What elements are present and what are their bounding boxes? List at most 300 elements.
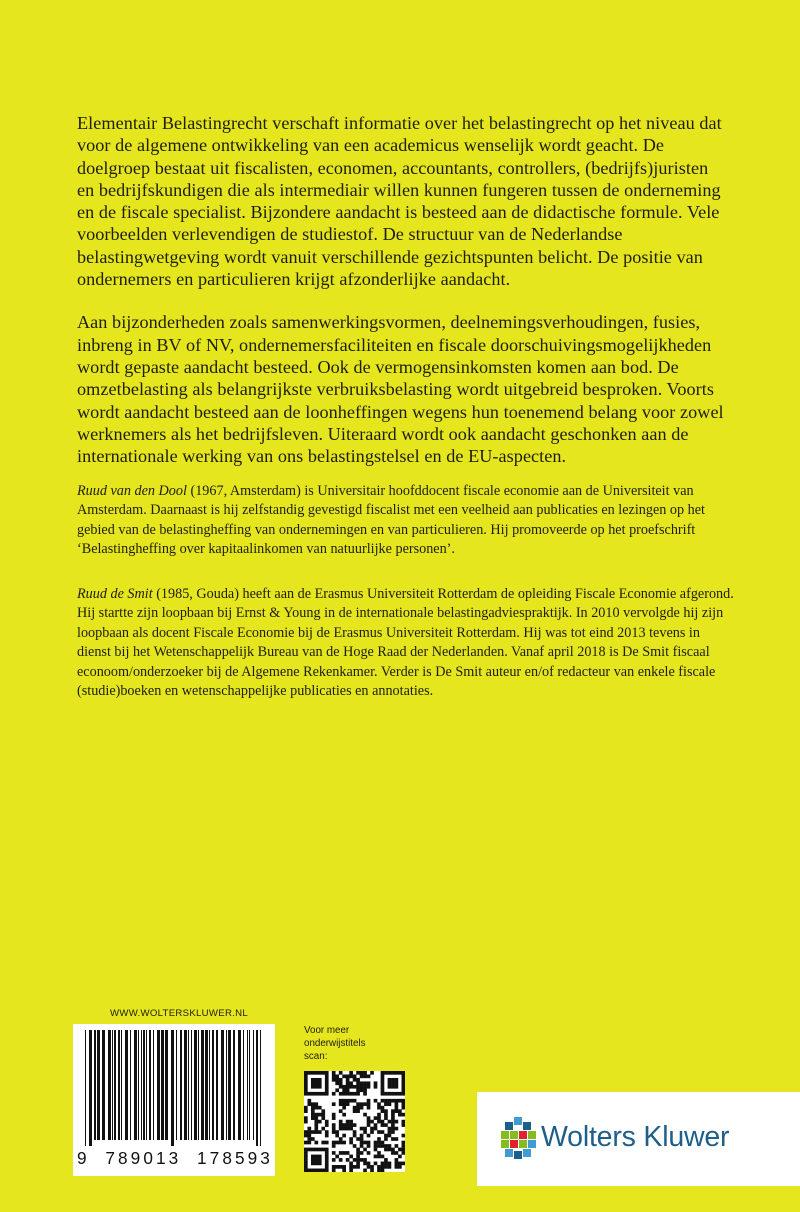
qr-module [398, 1155, 402, 1159]
qr-module [353, 1085, 357, 1089]
barcode-bar [243, 1030, 244, 1140]
qr-module [339, 1085, 343, 1089]
qr-module [395, 1106, 399, 1110]
qr-module [395, 1092, 399, 1096]
qr-module [388, 1120, 392, 1124]
qr-module [377, 1165, 381, 1169]
barcode-bar [134, 1030, 137, 1140]
barcode-bar [221, 1030, 224, 1140]
qr-module [332, 1144, 336, 1148]
qr-module [402, 1102, 405, 1106]
qr-module [402, 1144, 405, 1148]
qr-module [381, 1078, 385, 1082]
qr-module [318, 1081, 322, 1085]
qr-module [304, 1109, 308, 1113]
qr-module [370, 1130, 374, 1134]
qr-code[interactable] [304, 1071, 405, 1172]
qr-module [321, 1092, 325, 1096]
qr-module [381, 1169, 385, 1172]
qr-module [363, 1088, 367, 1092]
qr-module [398, 1113, 402, 1117]
qr-module [346, 1151, 350, 1155]
barcode-bar [205, 1030, 208, 1140]
qr-module [381, 1099, 385, 1103]
qr-module [304, 1085, 308, 1089]
qr-module [402, 1099, 405, 1103]
qr-module [391, 1099, 395, 1103]
qr-module [384, 1144, 388, 1148]
qr-module [402, 1151, 405, 1155]
qr-module [388, 1099, 392, 1103]
qr-module [395, 1151, 399, 1155]
qr-module [374, 1085, 378, 1089]
qr-module [304, 1074, 308, 1078]
qr-module [356, 1151, 360, 1155]
qr-module [311, 1071, 315, 1075]
qr-module [332, 1078, 336, 1082]
qr-module [384, 1071, 388, 1075]
barcode-bar [260, 1030, 261, 1146]
qr-module [311, 1113, 315, 1117]
qr-module [335, 1074, 339, 1078]
qr-module [356, 1148, 360, 1152]
qr-module [332, 1141, 336, 1145]
qr-module [304, 1071, 308, 1075]
qr-module [332, 1092, 336, 1096]
qr-module [384, 1148, 388, 1152]
qr-module [304, 1169, 308, 1172]
qr-module [381, 1074, 385, 1078]
qr-module [395, 1144, 399, 1148]
barcode-bar [180, 1030, 182, 1140]
qr-module [325, 1130, 329, 1134]
qr-module [388, 1102, 392, 1106]
qr-module [367, 1141, 371, 1145]
qr-module [325, 1162, 329, 1166]
qr-module [398, 1071, 402, 1075]
qr-module [395, 1120, 399, 1124]
qr-module [325, 1074, 329, 1078]
qr-module [395, 1127, 399, 1131]
qr-module [381, 1106, 385, 1110]
qr-module [402, 1092, 405, 1096]
barcode-bar [141, 1030, 142, 1140]
qr-module [325, 1158, 329, 1162]
qr-module [339, 1109, 343, 1113]
qr-module [318, 1078, 322, 1082]
qr-module [304, 1165, 308, 1169]
author-name: Ruud de Smit [77, 586, 153, 602]
qr-module [339, 1092, 343, 1096]
qr-module [377, 1144, 381, 1148]
qr-module [314, 1106, 318, 1110]
qr-module [325, 1151, 329, 1155]
qr-module [335, 1130, 339, 1134]
qr-module [388, 1081, 392, 1085]
barcode-bar [249, 1030, 250, 1140]
author-name: Ruud van den Dool [77, 483, 187, 499]
qr-module [353, 1074, 357, 1078]
qr-module [339, 1127, 343, 1131]
barcode-bar [153, 1030, 154, 1140]
qr-module [360, 1134, 364, 1138]
qr-module [360, 1137, 364, 1141]
qr-module [402, 1123, 405, 1127]
qr-module [381, 1120, 385, 1124]
logo-wordmark: Wolters Kluwer [541, 1121, 730, 1153]
publisher-logo [477, 1092, 800, 1186]
qr-module [374, 1141, 378, 1145]
qr-module [339, 1071, 343, 1075]
qr-module [325, 1081, 329, 1085]
qr-module [402, 1134, 405, 1138]
qr-module [349, 1120, 353, 1124]
qr-module [391, 1123, 395, 1127]
qr-module [335, 1078, 339, 1082]
qr-module [342, 1127, 346, 1131]
qr-module [339, 1137, 343, 1141]
qr-module [374, 1099, 378, 1103]
qr-module [304, 1141, 308, 1145]
barcode-bar [138, 1030, 139, 1140]
qr-module [318, 1130, 322, 1134]
qr-module [325, 1092, 329, 1096]
qr-module [332, 1074, 336, 1078]
barcode-bar [191, 1030, 192, 1140]
qr-module [353, 1106, 357, 1110]
qr-module [314, 1123, 318, 1127]
qr-module [395, 1078, 399, 1082]
qr-module [335, 1081, 339, 1085]
barcode-bar [146, 1030, 147, 1140]
barcode-bar [226, 1030, 227, 1140]
barcode-bar [121, 1030, 122, 1140]
qr-module [356, 1078, 360, 1082]
qr-module [321, 1109, 325, 1113]
barcode-bar [94, 1030, 96, 1140]
qr-module [325, 1071, 329, 1075]
qr-module [395, 1102, 399, 1106]
qr-module [356, 1071, 360, 1075]
qr-module [339, 1081, 343, 1085]
qr-module [349, 1092, 353, 1096]
qr-module [311, 1116, 315, 1120]
qr-module [332, 1116, 336, 1120]
scan-line-3: scan: [304, 1050, 328, 1062]
qr-module [342, 1106, 346, 1110]
barcode-bar [114, 1030, 116, 1140]
qr-module [402, 1085, 405, 1089]
qr-module [402, 1113, 405, 1117]
qr-module [356, 1088, 360, 1092]
qr-module [360, 1144, 364, 1148]
qr-module [388, 1092, 392, 1096]
barcode-bar [233, 1030, 235, 1140]
qr-module [402, 1071, 405, 1075]
qr-module [384, 1134, 388, 1138]
barcode-bar [130, 1030, 131, 1140]
qr-module [318, 1071, 322, 1075]
qr-module [402, 1106, 405, 1110]
qr-module [384, 1137, 388, 1141]
qr-module [321, 1148, 325, 1152]
scan-line-1: Voor meer [304, 1025, 350, 1036]
isbn-number [77, 1148, 273, 1169]
qr-module [367, 1099, 371, 1103]
qr-module [332, 1102, 336, 1106]
barcode-bar [176, 1030, 177, 1140]
wolters-kluwer-logo-icon [499, 1116, 537, 1160]
qr-module [377, 1169, 381, 1172]
author-bio-text: (1985, Gouda) heeft aan de Erasmus Universiteit Rotterdam de opleiding Fiscale Economie afgerond. Hij startte zijn loopbaan bij Ernst & Young in de internationale belastingadviespraktijk. In 2010 vervolgde hij zijn loopbaan als docent Fiscale Economie bij de Erasmus Universiteit Rotterdam. Hij was tot eind 2013 tevens in dienst bij het Wetenschappelijk Bureau van de Hoge Raad der Nederlanden. Vanaf april 2018 is De Smit fiscaal econoom/onderzoeker bij de Algemene Rekenkamer. Verder is De Smit auteur en/of redacteur van enkele fiscale (studie)boeken en wetenschappelijke publicaties en annotaties. [77, 586, 734, 700]
qr-module [388, 1162, 392, 1166]
qr-module [307, 1099, 311, 1103]
qr-module [349, 1081, 353, 1085]
qr-module [304, 1078, 308, 1082]
qr-module [374, 1081, 378, 1085]
qr-module [318, 1085, 322, 1089]
qr-module [339, 1102, 343, 1106]
qr-module [402, 1074, 405, 1078]
qr-module [349, 1137, 353, 1141]
qr-module [332, 1158, 336, 1162]
qr-module [388, 1134, 392, 1138]
qr-module [370, 1169, 374, 1172]
qr-module [311, 1102, 315, 1106]
qr-module [391, 1127, 395, 1131]
qr-module [318, 1169, 322, 1172]
qr-module [342, 1134, 346, 1138]
qr-module [335, 1141, 339, 1145]
qr-module [377, 1102, 381, 1106]
qr-module [363, 1127, 367, 1131]
qr-module [377, 1155, 381, 1159]
barcode-bar [184, 1030, 187, 1140]
qr-module [311, 1158, 315, 1162]
qr-module [339, 1141, 343, 1145]
qr-module [391, 1071, 395, 1075]
qr-module [363, 1158, 367, 1162]
barcode-bar [171, 1030, 174, 1146]
qr-module [391, 1116, 395, 1120]
qr-module [311, 1162, 315, 1166]
qr-module [307, 1134, 311, 1138]
qr-module [363, 1074, 367, 1078]
qr-module [377, 1116, 381, 1120]
qr-module [307, 1102, 311, 1106]
qr-module [325, 1120, 329, 1124]
qr-module [377, 1130, 381, 1134]
qr-module [384, 1162, 388, 1166]
qr-module [402, 1081, 405, 1085]
qr-module [381, 1085, 385, 1089]
qr-module [391, 1148, 395, 1152]
qr-module [346, 1088, 350, 1092]
qr-module [367, 1081, 371, 1085]
qr-module [363, 1162, 367, 1166]
qr-module [370, 1165, 374, 1169]
qr-module [381, 1130, 385, 1134]
qr-module [349, 1169, 353, 1172]
qr-module [332, 1071, 336, 1075]
qr-module [314, 1158, 318, 1162]
qr-module [374, 1162, 378, 1166]
barcode-bar [188, 1030, 189, 1140]
scan-prompt [304, 1025, 414, 1063]
qr-module [398, 1092, 402, 1096]
qr-module [381, 1071, 385, 1075]
qr-module [391, 1113, 395, 1117]
qr-module [304, 1092, 308, 1096]
qr-module [374, 1144, 378, 1148]
qr-module [339, 1120, 343, 1124]
qr-module [398, 1162, 402, 1166]
qr-module [363, 1092, 367, 1096]
qr-module [342, 1151, 346, 1155]
qr-module [325, 1148, 329, 1152]
qr-module [349, 1141, 353, 1145]
barcode-bar [102, 1030, 105, 1140]
qr-module [314, 1169, 318, 1172]
qr-module [356, 1137, 360, 1141]
qr-module [388, 1165, 392, 1169]
qr-module [363, 1102, 367, 1106]
qr-module [353, 1165, 357, 1169]
back-cover-blurb [77, 112, 729, 488]
qr-module [353, 1092, 357, 1096]
qr-module [367, 1134, 371, 1138]
qr-module [314, 1085, 318, 1089]
qr-module [377, 1106, 381, 1110]
qr-module [388, 1148, 392, 1152]
qr-module [307, 1148, 311, 1152]
qr-module [384, 1165, 388, 1169]
qr-module [388, 1144, 392, 1148]
qr-module [395, 1085, 399, 1089]
qr-module [339, 1078, 343, 1082]
qr-module [384, 1113, 388, 1117]
qr-module [367, 1106, 371, 1110]
qr-module [318, 1106, 322, 1110]
qr-module [391, 1130, 395, 1134]
qr-module [314, 1071, 318, 1075]
qr-module [321, 1141, 325, 1145]
qr-module [314, 1127, 318, 1131]
qr-module [307, 1130, 311, 1134]
qr-module [349, 1127, 353, 1131]
qr-module [335, 1165, 339, 1169]
qr-module [367, 1144, 371, 1148]
qr-module [314, 1102, 318, 1106]
qr-module [353, 1123, 357, 1127]
qr-module [318, 1092, 322, 1096]
qr-module [395, 1071, 399, 1075]
qr-module [377, 1151, 381, 1155]
qr-code-icon [304, 1071, 405, 1172]
qr-module [381, 1109, 385, 1113]
qr-module [353, 1078, 357, 1082]
qr-module [356, 1158, 360, 1162]
qr-module [349, 1099, 353, 1103]
qr-module [346, 1074, 350, 1078]
qr-module [377, 1137, 381, 1141]
qr-module [346, 1099, 350, 1103]
qr-module [342, 1088, 346, 1092]
qr-module [339, 1158, 343, 1162]
qr-module [356, 1081, 360, 1085]
qr-module [384, 1092, 388, 1096]
qr-module [339, 1099, 343, 1103]
qr-module [360, 1074, 364, 1078]
isbn-barcode [73, 1024, 275, 1176]
qr-module [318, 1113, 322, 1117]
qr-module [398, 1148, 402, 1152]
qr-module [318, 1148, 322, 1152]
qr-module [367, 1120, 371, 1124]
qr-module [402, 1148, 405, 1152]
qr-module [395, 1081, 399, 1085]
barcode-bar [112, 1030, 113, 1140]
qr-module [360, 1071, 364, 1075]
qr-module [314, 1116, 318, 1120]
qr-module [395, 1162, 399, 1166]
qr-module [388, 1078, 392, 1082]
barcode-bar [149, 1030, 151, 1140]
barcode-bar [198, 1030, 199, 1140]
qr-module [367, 1165, 371, 1169]
qr-module [384, 1158, 388, 1162]
qr-module [349, 1085, 353, 1089]
qr-module [374, 1155, 378, 1159]
barcode-bar [108, 1030, 111, 1140]
qr-module [363, 1141, 367, 1145]
qr-module [374, 1116, 378, 1120]
barcode-bar [125, 1030, 128, 1140]
isbn-prefix: 9 [77, 1148, 90, 1168]
qr-module [304, 1155, 308, 1159]
qr-module [363, 1071, 367, 1075]
isbn-right-group: 178593 [197, 1148, 273, 1168]
qr-module [360, 1158, 364, 1162]
qr-module [398, 1099, 402, 1103]
barcode-bar [118, 1030, 120, 1140]
qr-module [367, 1116, 371, 1120]
qr-module [321, 1113, 325, 1117]
qr-module [307, 1137, 311, 1141]
qr-module [342, 1113, 346, 1117]
qr-module [304, 1158, 308, 1162]
qr-module [321, 1169, 325, 1172]
qr-module [325, 1155, 329, 1159]
qr-module [325, 1141, 329, 1145]
qr-module [314, 1081, 318, 1085]
qr-module [321, 1127, 325, 1131]
qr-module [395, 1099, 399, 1103]
qr-module [311, 1085, 315, 1089]
qr-module [346, 1078, 350, 1082]
qr-module [349, 1123, 353, 1127]
barcode-bar [97, 1030, 100, 1140]
author-bio-text: (1967, Amsterdam) is Universitair hoofddocent fiscale economie aan de Universiteit van Amsterdam. Daarnaast is hij zelfstandig gevestigd fiscalist met een veelheid aan publicaties en lezingen op het gebied van de belastingheffing van ondernemingen en van particulieren. Hij promoveerde op het proefschrift ‘Belastingheffing over kapitaalinkomen van natuurlijke personen’. [77, 483, 705, 558]
qr-module [342, 1099, 346, 1103]
qr-module [342, 1102, 346, 1106]
barcode-bar [247, 1030, 248, 1140]
qr-module [398, 1109, 402, 1113]
qr-module [360, 1106, 364, 1110]
qr-module [367, 1102, 371, 1106]
qr-module [304, 1162, 308, 1166]
qr-module [349, 1162, 353, 1166]
